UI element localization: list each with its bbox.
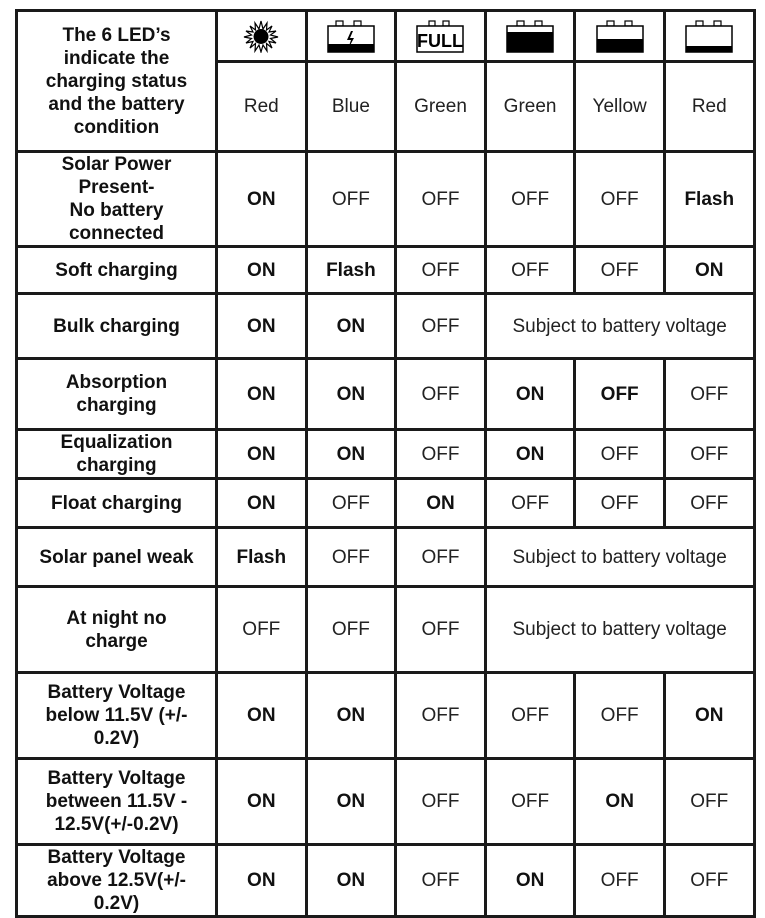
table-row bbox=[17, 294, 755, 359]
battery-medium-level-icon bbox=[595, 19, 645, 53]
led-state-cell: OFF bbox=[575, 152, 665, 247]
led-state-cell: OFF bbox=[396, 673, 486, 759]
led-icon-cell-3 bbox=[396, 11, 486, 62]
table-row bbox=[17, 673, 755, 759]
led-state-cell: ON bbox=[306, 359, 396, 430]
row-label: Bulk charging bbox=[17, 294, 217, 359]
title-line: charging status bbox=[45, 70, 188, 92]
led-state-cell: OFF bbox=[485, 479, 575, 528]
row-label: Soft charging bbox=[17, 247, 217, 294]
led-state-cell: ON bbox=[217, 152, 307, 247]
led-color-1: Red bbox=[217, 62, 307, 152]
led-state-cell: ON bbox=[217, 759, 307, 845]
led-state-cell: OFF bbox=[396, 759, 486, 845]
title-line: The 6 LED’s bbox=[62, 24, 171, 46]
led-state-cell: OFF bbox=[306, 587, 396, 673]
led-icon-cell-6 bbox=[664, 11, 754, 62]
led-state-cell: OFF bbox=[575, 479, 665, 528]
row-label: Solar Power Present- No battery connected bbox=[17, 152, 217, 247]
led-state-cell: ON bbox=[217, 359, 307, 430]
title-line: and the battery bbox=[48, 93, 185, 115]
icon-row bbox=[17, 11, 755, 62]
row-label: Battery Voltage above 12.5V(+/- 0.2V) bbox=[17, 845, 217, 917]
table-row bbox=[17, 479, 755, 528]
led-state-cell: ON bbox=[396, 479, 486, 528]
led-state-cell: OFF bbox=[664, 479, 754, 528]
led-state-cell: OFF bbox=[306, 528, 396, 587]
title-line: indicate the bbox=[63, 47, 170, 69]
table-title bbox=[17, 11, 217, 152]
led-state-cell: Flash bbox=[306, 247, 396, 294]
led-state-cell: OFF bbox=[664, 759, 754, 845]
led-state-cell: OFF bbox=[575, 359, 665, 430]
led-state-cell: ON bbox=[306, 759, 396, 845]
led-color-4: Green bbox=[485, 62, 575, 152]
row-label: Equalization charging bbox=[17, 430, 217, 479]
table-row bbox=[17, 759, 755, 845]
led-state-cell: OFF bbox=[485, 152, 575, 247]
led-icon-cell-5 bbox=[575, 11, 665, 62]
led-state-cell: ON bbox=[217, 430, 307, 479]
led-state-cell: ON bbox=[485, 845, 575, 917]
led-color-2: Blue bbox=[306, 62, 396, 152]
led-state-cell: ON bbox=[306, 430, 396, 479]
led-state-cell: OFF bbox=[217, 587, 307, 673]
led-icon-cell-2 bbox=[306, 11, 396, 62]
title-line: condition bbox=[73, 116, 160, 138]
subject-to-voltage-cell: Subject to battery voltage bbox=[485, 528, 754, 587]
led-state-cell: OFF bbox=[306, 152, 396, 247]
row-label: Float charging bbox=[17, 479, 217, 528]
led-state-cell: OFF bbox=[396, 247, 486, 294]
led-color-5: Yellow bbox=[575, 62, 665, 152]
led-state-cell: ON bbox=[217, 294, 307, 359]
led-icon-cell-1 bbox=[217, 11, 307, 62]
row-label: Solar panel weak bbox=[17, 528, 217, 587]
sun-icon bbox=[241, 19, 281, 53]
battery-charging-icon bbox=[326, 19, 376, 53]
led-state-cell: ON bbox=[575, 759, 665, 845]
led-state-cell: ON bbox=[306, 294, 396, 359]
table-row bbox=[17, 247, 755, 294]
led-state-cell: ON bbox=[664, 673, 754, 759]
led-state-cell: ON bbox=[485, 430, 575, 479]
led-state-cell: OFF bbox=[664, 359, 754, 430]
led-state-cell: Flash bbox=[217, 528, 307, 587]
led-state-cell: OFF bbox=[306, 479, 396, 528]
led-state-cell: OFF bbox=[396, 587, 486, 673]
led-state-cell: ON bbox=[306, 673, 396, 759]
led-state-cell: ON bbox=[664, 247, 754, 294]
led-state-cell: OFF bbox=[485, 759, 575, 845]
led-state-cell: OFF bbox=[396, 152, 486, 247]
led-state-cell: OFF bbox=[396, 528, 486, 587]
led-state-cell: OFF bbox=[396, 359, 486, 430]
row-label: Battery Voltage below 11.5V (+/- 0.2V) bbox=[17, 673, 217, 759]
led-state-cell: OFF bbox=[575, 673, 665, 759]
led-state-cell: OFF bbox=[485, 247, 575, 294]
table-row bbox=[17, 845, 755, 917]
led-state-cell: OFF bbox=[396, 294, 486, 359]
led-state-cell: ON bbox=[217, 247, 307, 294]
led-state-cell: OFF bbox=[575, 845, 665, 917]
led-state-cell: OFF bbox=[664, 430, 754, 479]
led-state-cell: OFF bbox=[575, 247, 665, 294]
led-state-cell: OFF bbox=[396, 845, 486, 917]
led-state-cell: ON bbox=[217, 479, 307, 528]
row-label: Battery Voltage between 11.5V - 12.5V(+/-0.2V) bbox=[17, 759, 217, 845]
table-row bbox=[17, 587, 755, 673]
led-state-cell: OFF bbox=[575, 430, 665, 479]
svg-text:FULL: FULL bbox=[417, 31, 464, 51]
battery-low-level-icon bbox=[684, 19, 734, 53]
led-color-3: Green bbox=[396, 62, 486, 152]
led-state-cell: ON bbox=[485, 359, 575, 430]
table-row bbox=[17, 528, 755, 587]
row-label: At night no charge bbox=[17, 587, 217, 673]
battery-high-level-icon bbox=[505, 19, 555, 53]
led-state-cell: OFF bbox=[396, 430, 486, 479]
led-status-table bbox=[15, 9, 756, 918]
led-state-cell: ON bbox=[217, 673, 307, 759]
table-row bbox=[17, 152, 755, 247]
table-row bbox=[17, 359, 755, 430]
battery-full-label-icon bbox=[415, 19, 465, 53]
led-state-cell: OFF bbox=[485, 673, 575, 759]
led-icon-cell-4 bbox=[485, 11, 575, 62]
led-state-cell: Flash bbox=[664, 152, 754, 247]
row-label: Absorption charging bbox=[17, 359, 217, 430]
led-state-cell: ON bbox=[217, 845, 307, 917]
led-state-cell: ON bbox=[306, 845, 396, 917]
led-color-6: Red bbox=[664, 62, 754, 152]
subject-to-voltage-cell: Subject to battery voltage bbox=[485, 587, 754, 673]
table-row bbox=[17, 430, 755, 479]
subject-to-voltage-cell: Subject to battery voltage bbox=[485, 294, 754, 359]
led-state-cell: OFF bbox=[664, 845, 754, 917]
